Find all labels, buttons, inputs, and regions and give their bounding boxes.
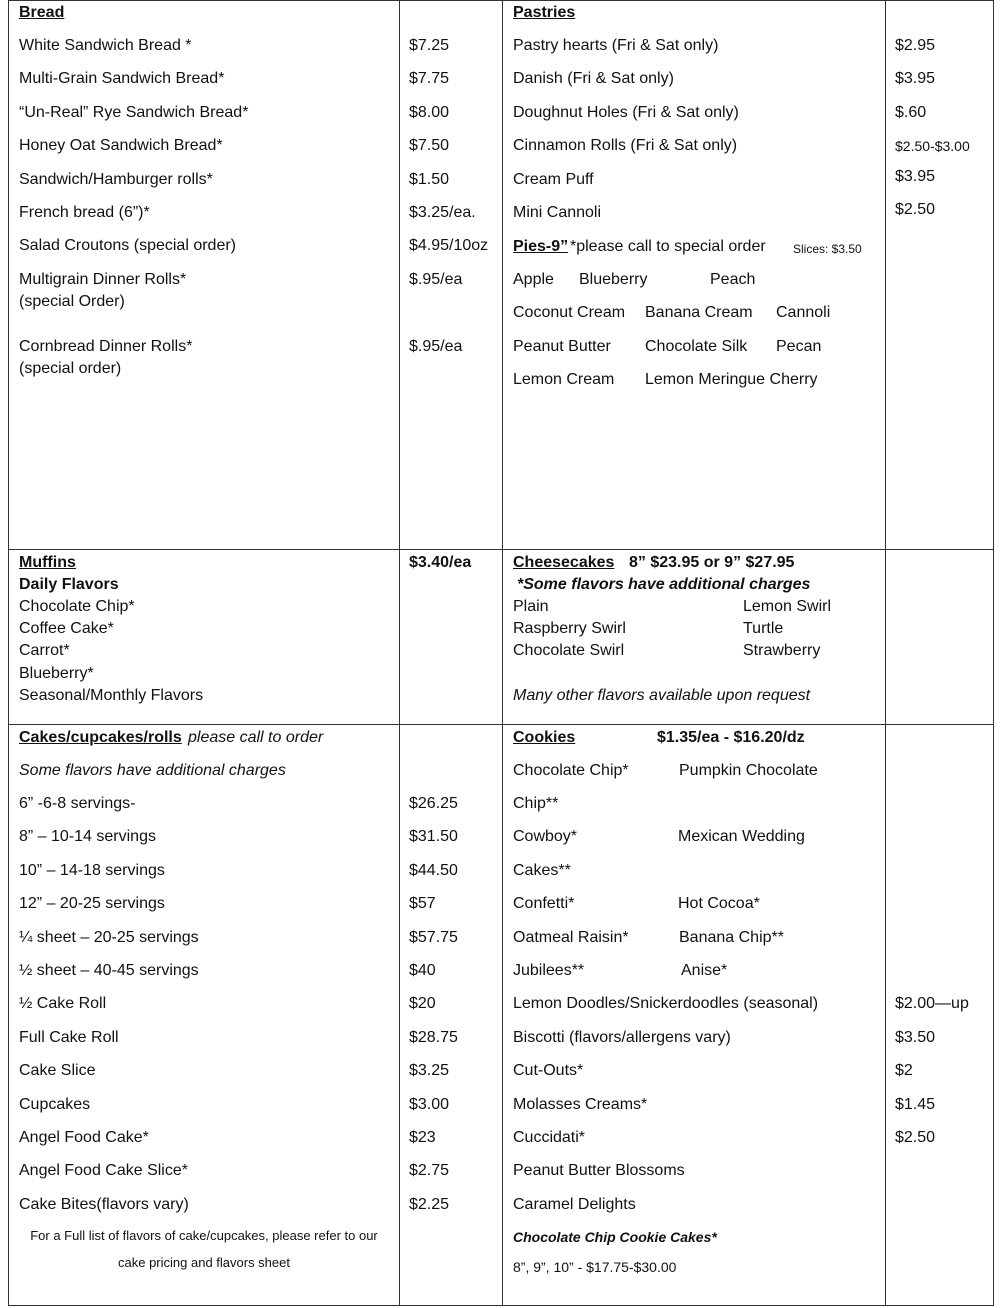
- cake-item: Cake Bites(flavors vary): [19, 1196, 189, 1213]
- muffin-flavor: Carrot*: [19, 642, 70, 659]
- bread-item: Multi-Grain Sandwich Bread*: [19, 70, 225, 87]
- cake-price: $40: [409, 962, 436, 979]
- cake-price: $3.25: [409, 1062, 450, 1079]
- bread-item-note: (special order): [19, 360, 122, 377]
- cheesecake-flavor: Plain: [513, 598, 549, 615]
- cake-item: 12” – 20-25 servings: [19, 895, 165, 912]
- cookie-price: $2.00—up: [895, 995, 969, 1012]
- bread-price: $.95/ea: [409, 271, 463, 288]
- pie-flavor: Lemon Meringue Cherry: [645, 371, 818, 388]
- bread-price: $7.75: [409, 70, 450, 87]
- cheesecake-flavor: Raspberry Swirl: [513, 620, 626, 637]
- cakes-header-note: please call to order: [188, 729, 324, 746]
- row-divider: [8, 724, 994, 725]
- cake-item: Cupcakes: [19, 1096, 91, 1113]
- pastry-item: Cream Puff: [513, 171, 594, 188]
- pastry-price: $3.95: [895, 70, 936, 87]
- cookie-price: $2.50: [895, 1129, 936, 1146]
- bread-item: White Sandwich Bread *: [19, 37, 192, 54]
- cookie-flavor: Pumpkin Chocolate: [679, 762, 818, 779]
- pie-flavor: Lemon Cream: [513, 371, 615, 388]
- cookie-flavor: Chocolate Chip*: [513, 762, 629, 779]
- cookie-item: Peanut Butter Blossoms: [513, 1162, 685, 1179]
- pie-flavor: Blueberry: [579, 271, 648, 288]
- bread-item: French bread (6”)*: [19, 204, 150, 221]
- cookie-cakes-title: Chocolate Chip Cookie Cakes*: [513, 1229, 717, 1245]
- cookie-flavor: Anise*: [681, 962, 728, 979]
- cake-price: $57.75: [409, 929, 458, 946]
- pie-flavor: Apple: [513, 271, 554, 288]
- cake-item: Cake Slice: [19, 1062, 96, 1079]
- column-divider: [399, 0, 400, 1306]
- cake-price: $2.25: [409, 1196, 450, 1213]
- menu-table: [8, 0, 994, 1306]
- bread-price: $7.50: [409, 137, 450, 154]
- cookie-item: Caramel Delights: [513, 1196, 636, 1213]
- cakes-header: Cakes/cupcakes/rolls: [19, 729, 182, 746]
- pie-flavor: Peach: [710, 271, 756, 288]
- pastry-price: $2.50-$3.00: [895, 138, 970, 154]
- cookie-item: Cut-Outs*: [513, 1062, 584, 1079]
- cheesecakes-note: *Some flavors have additional charges: [517, 576, 811, 593]
- cake-price: $31.50: [409, 828, 458, 845]
- cookie-price: $1.45: [895, 1096, 936, 1113]
- cookie-flavor: Banana Chip**: [679, 929, 784, 946]
- pastry-price: $3.95: [895, 168, 936, 185]
- cake-item: Full Cake Roll: [19, 1029, 119, 1046]
- pastry-item: Danish (Fri & Sat only): [513, 70, 674, 87]
- cookie-flavor: Hot Cocoa*: [678, 895, 760, 912]
- muffins-subheader: Daily Flavors: [19, 576, 119, 593]
- column-divider: [885, 0, 886, 1306]
- cookie-flavor: Jubilees**: [513, 962, 585, 979]
- cookie-item: Biscotti (flavors/allergens vary): [513, 1029, 731, 1046]
- cakes-footer: cake pricing and flavors sheet: [118, 1255, 290, 1270]
- pastry-price: $.60: [895, 104, 927, 121]
- pies-note: *please call to special order: [570, 238, 766, 255]
- cookie-flavor: Cakes**: [513, 862, 571, 879]
- cake-price: $28.75: [409, 1029, 458, 1046]
- bread-price: $7.25: [409, 37, 450, 54]
- cake-item: 10” – 14-18 servings: [19, 862, 165, 879]
- bread-item: Salad Croutons (special order): [19, 237, 236, 254]
- column-divider: [502, 0, 503, 1306]
- cheesecake-flavor: Strawberry: [743, 642, 821, 659]
- pie-flavor: Banana Cream: [645, 304, 753, 321]
- pie-flavor: Chocolate Silk: [645, 338, 748, 355]
- cheesecake-flavor: Lemon Swirl: [743, 598, 832, 615]
- bread-item: Sandwich/Hamburger rolls*: [19, 171, 213, 188]
- bread-item: Cornbread Dinner Rolls*: [19, 338, 193, 355]
- cake-price: $57: [409, 895, 436, 912]
- pastry-price: $2.95: [895, 37, 936, 54]
- cakes-note: Some flavors have additional charges: [19, 762, 286, 779]
- cake-item: 6” -6-8 servings-: [19, 795, 136, 812]
- muffin-flavor: Chocolate Chip*: [19, 598, 135, 615]
- pie-flavor: Coconut Cream: [513, 304, 626, 321]
- cake-price: $26.25: [409, 795, 458, 812]
- muffins-price: $3.40/ea: [409, 554, 472, 571]
- cookies-price: $1.35/ea - $16.20/dz: [657, 729, 805, 746]
- cheesecakes-sizes: 8” $23.95 or 9” $27.95: [629, 554, 795, 571]
- cake-item: 8” – 10-14 servings: [19, 828, 156, 845]
- pastry-item: Doughnut Holes (Fri & Sat only): [513, 104, 739, 121]
- bread-price: $.95/ea: [409, 338, 463, 355]
- cookie-item: Molasses Creams*: [513, 1096, 648, 1113]
- muffin-flavor: Blueberry*: [19, 665, 94, 682]
- cheesecakes-footer: Many other flavors available upon request: [513, 687, 811, 704]
- cookie-flavor: Cowboy*: [513, 828, 578, 845]
- pie-flavor: Pecan: [776, 338, 822, 355]
- cake-price: $3.00: [409, 1096, 450, 1113]
- cheesecake-flavor: Turtle: [743, 620, 784, 637]
- cake-item: Angel Food Cake*: [19, 1129, 149, 1146]
- pies-header: Pies-9”: [513, 238, 569, 255]
- muffin-flavor: Coffee Cake*: [19, 620, 114, 637]
- pie-flavor: Peanut Butter: [513, 338, 611, 355]
- cakes-footer: For a Full list of flavors of cake/cupcakes, please refer to our: [30, 1228, 378, 1243]
- cookie-price: $2: [895, 1062, 913, 1079]
- pastry-item: Pastry hearts (Fri & Sat only): [513, 37, 719, 54]
- cake-item: ¼ sheet – 20-25 servings: [19, 929, 199, 946]
- pastries-header: Pastries: [513, 4, 576, 21]
- bread-item-note: (special Order): [19, 293, 125, 310]
- bread-header: Bread: [19, 4, 65, 21]
- bread-price: $8.00: [409, 104, 450, 121]
- cookie-flavor: Oatmeal Raisin*: [513, 929, 629, 946]
- cake-price: $23: [409, 1129, 436, 1146]
- cookie-cakes-price: 8”, 9”, 10” - $17.75-$30.00: [513, 1259, 677, 1275]
- cookie-flavor: Chip**: [513, 795, 559, 812]
- bread-price: $1.50: [409, 171, 450, 188]
- bread-item: Multigrain Dinner Rolls*: [19, 271, 187, 288]
- muffins-header: Muffins: [19, 554, 76, 571]
- cookie-price: $3.50: [895, 1029, 936, 1046]
- pastry-item: Cinnamon Rolls (Fri & Sat only): [513, 137, 738, 154]
- cake-item: Angel Food Cake Slice*: [19, 1162, 188, 1179]
- cheesecake-flavor: Chocolate Swirl: [513, 642, 625, 659]
- cookie-item: Lemon Doodles/Snickerdoodles (seasonal): [513, 995, 819, 1012]
- cake-price: $44.50: [409, 862, 458, 879]
- pies-slice-price: Slices: $3.50: [793, 242, 862, 256]
- cookies-header: Cookies: [513, 729, 576, 746]
- pie-flavor: Cannoli: [776, 304, 831, 321]
- muffin-flavor: Seasonal/Monthly Flavors: [19, 687, 204, 704]
- bread-item: “Un-Real” Rye Sandwich Bread*: [19, 104, 249, 121]
- pastry-price: $2.50: [895, 201, 936, 218]
- bread-item: Honey Oat Sandwich Bread*: [19, 137, 223, 154]
- cake-item: ½ sheet – 40-45 servings: [19, 962, 199, 979]
- row-divider: [8, 549, 994, 550]
- bread-price: $4.95/10oz: [409, 237, 489, 254]
- cake-item: ½ Cake Roll: [19, 995, 107, 1012]
- pastry-item: Mini Cannoli: [513, 204, 602, 221]
- cake-price: $2.75: [409, 1162, 450, 1179]
- cookie-item: Cuccidati*: [513, 1129, 586, 1146]
- cake-price: $20: [409, 995, 436, 1012]
- cheesecakes-header: Cheesecakes: [513, 554, 615, 571]
- cookie-flavor: Mexican Wedding: [678, 828, 805, 845]
- bread-price: $3.25/ea.: [409, 204, 476, 221]
- cookie-flavor: Confetti*: [513, 895, 575, 912]
